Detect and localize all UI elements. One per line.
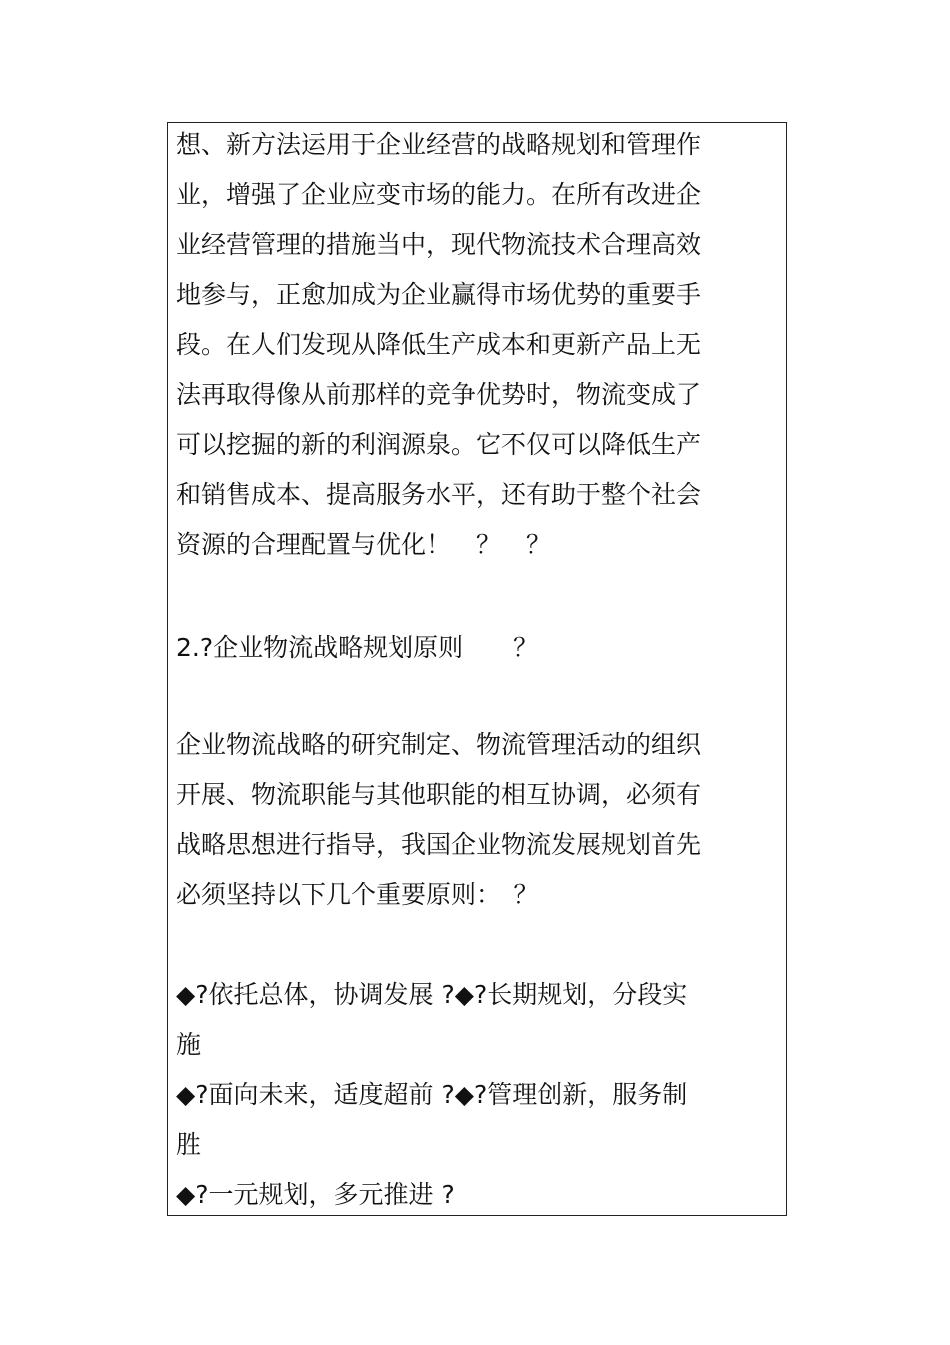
paragraph-1-line-5: 段。在人们发现从降低生产成本和更新产品上无 (176, 330, 702, 359)
section-heading: 2.?企业物流战略规划原则 ？ (176, 633, 539, 662)
principles-line-3: ◆?面向未来，适度超前 ?◆?管理创新，服务制 (176, 1080, 688, 1109)
paragraph-1-line-7: 可以挖掘的新的利润源泉。它不仅可以降低生产 (176, 430, 702, 459)
paragraph-1-line-2: 业，增强了企业应变市场的能力。在所有改进企 (176, 180, 702, 209)
paragraph-1-line-3: 业经营管理的措施当中，现代物流技术合理高效 (176, 230, 702, 259)
principles-line-5: ◆?一元规划，多元推进 ? (176, 1180, 455, 1209)
paragraph-1-line-1: 想、新方法运用于企业经营的战略规划和管理作 (176, 130, 702, 159)
paragraph-1-line-6: 法再取得像从前那样的竞争优势时，物流变成了 (176, 380, 702, 409)
principles-line-1: ◆?依托总体，协调发展 ?◆?长期规划，分段实 (176, 980, 688, 1009)
paragraph-1-line-4: 地参与，正愈加成为企业赢得市场优势的重要手 (176, 280, 702, 309)
principles-line-4: 胜 (176, 1130, 202, 1159)
document-frame (167, 122, 787, 1216)
paragraph-2-line-3: 战略思想进行指导，我国企业物流发展规划首先 (176, 830, 702, 859)
paragraph-2-line-4: 必须坚持以下几个重要原则： ？ (176, 880, 539, 909)
paragraph-2-line-2: 开展、物流职能与其他职能的相互协调，必须有 (176, 780, 702, 809)
paragraph-1-line-8: 和销售成本、提高服务水平，还有助于整个社会 (176, 480, 702, 509)
paragraph-1-line-9: 资源的合理配置与优化！ ？ ？ (176, 530, 552, 559)
paragraph-2-line-1: 企业物流战略的研究制定、物流管理活动的组织 (176, 730, 702, 759)
principles-line-2: 施 (176, 1030, 202, 1059)
